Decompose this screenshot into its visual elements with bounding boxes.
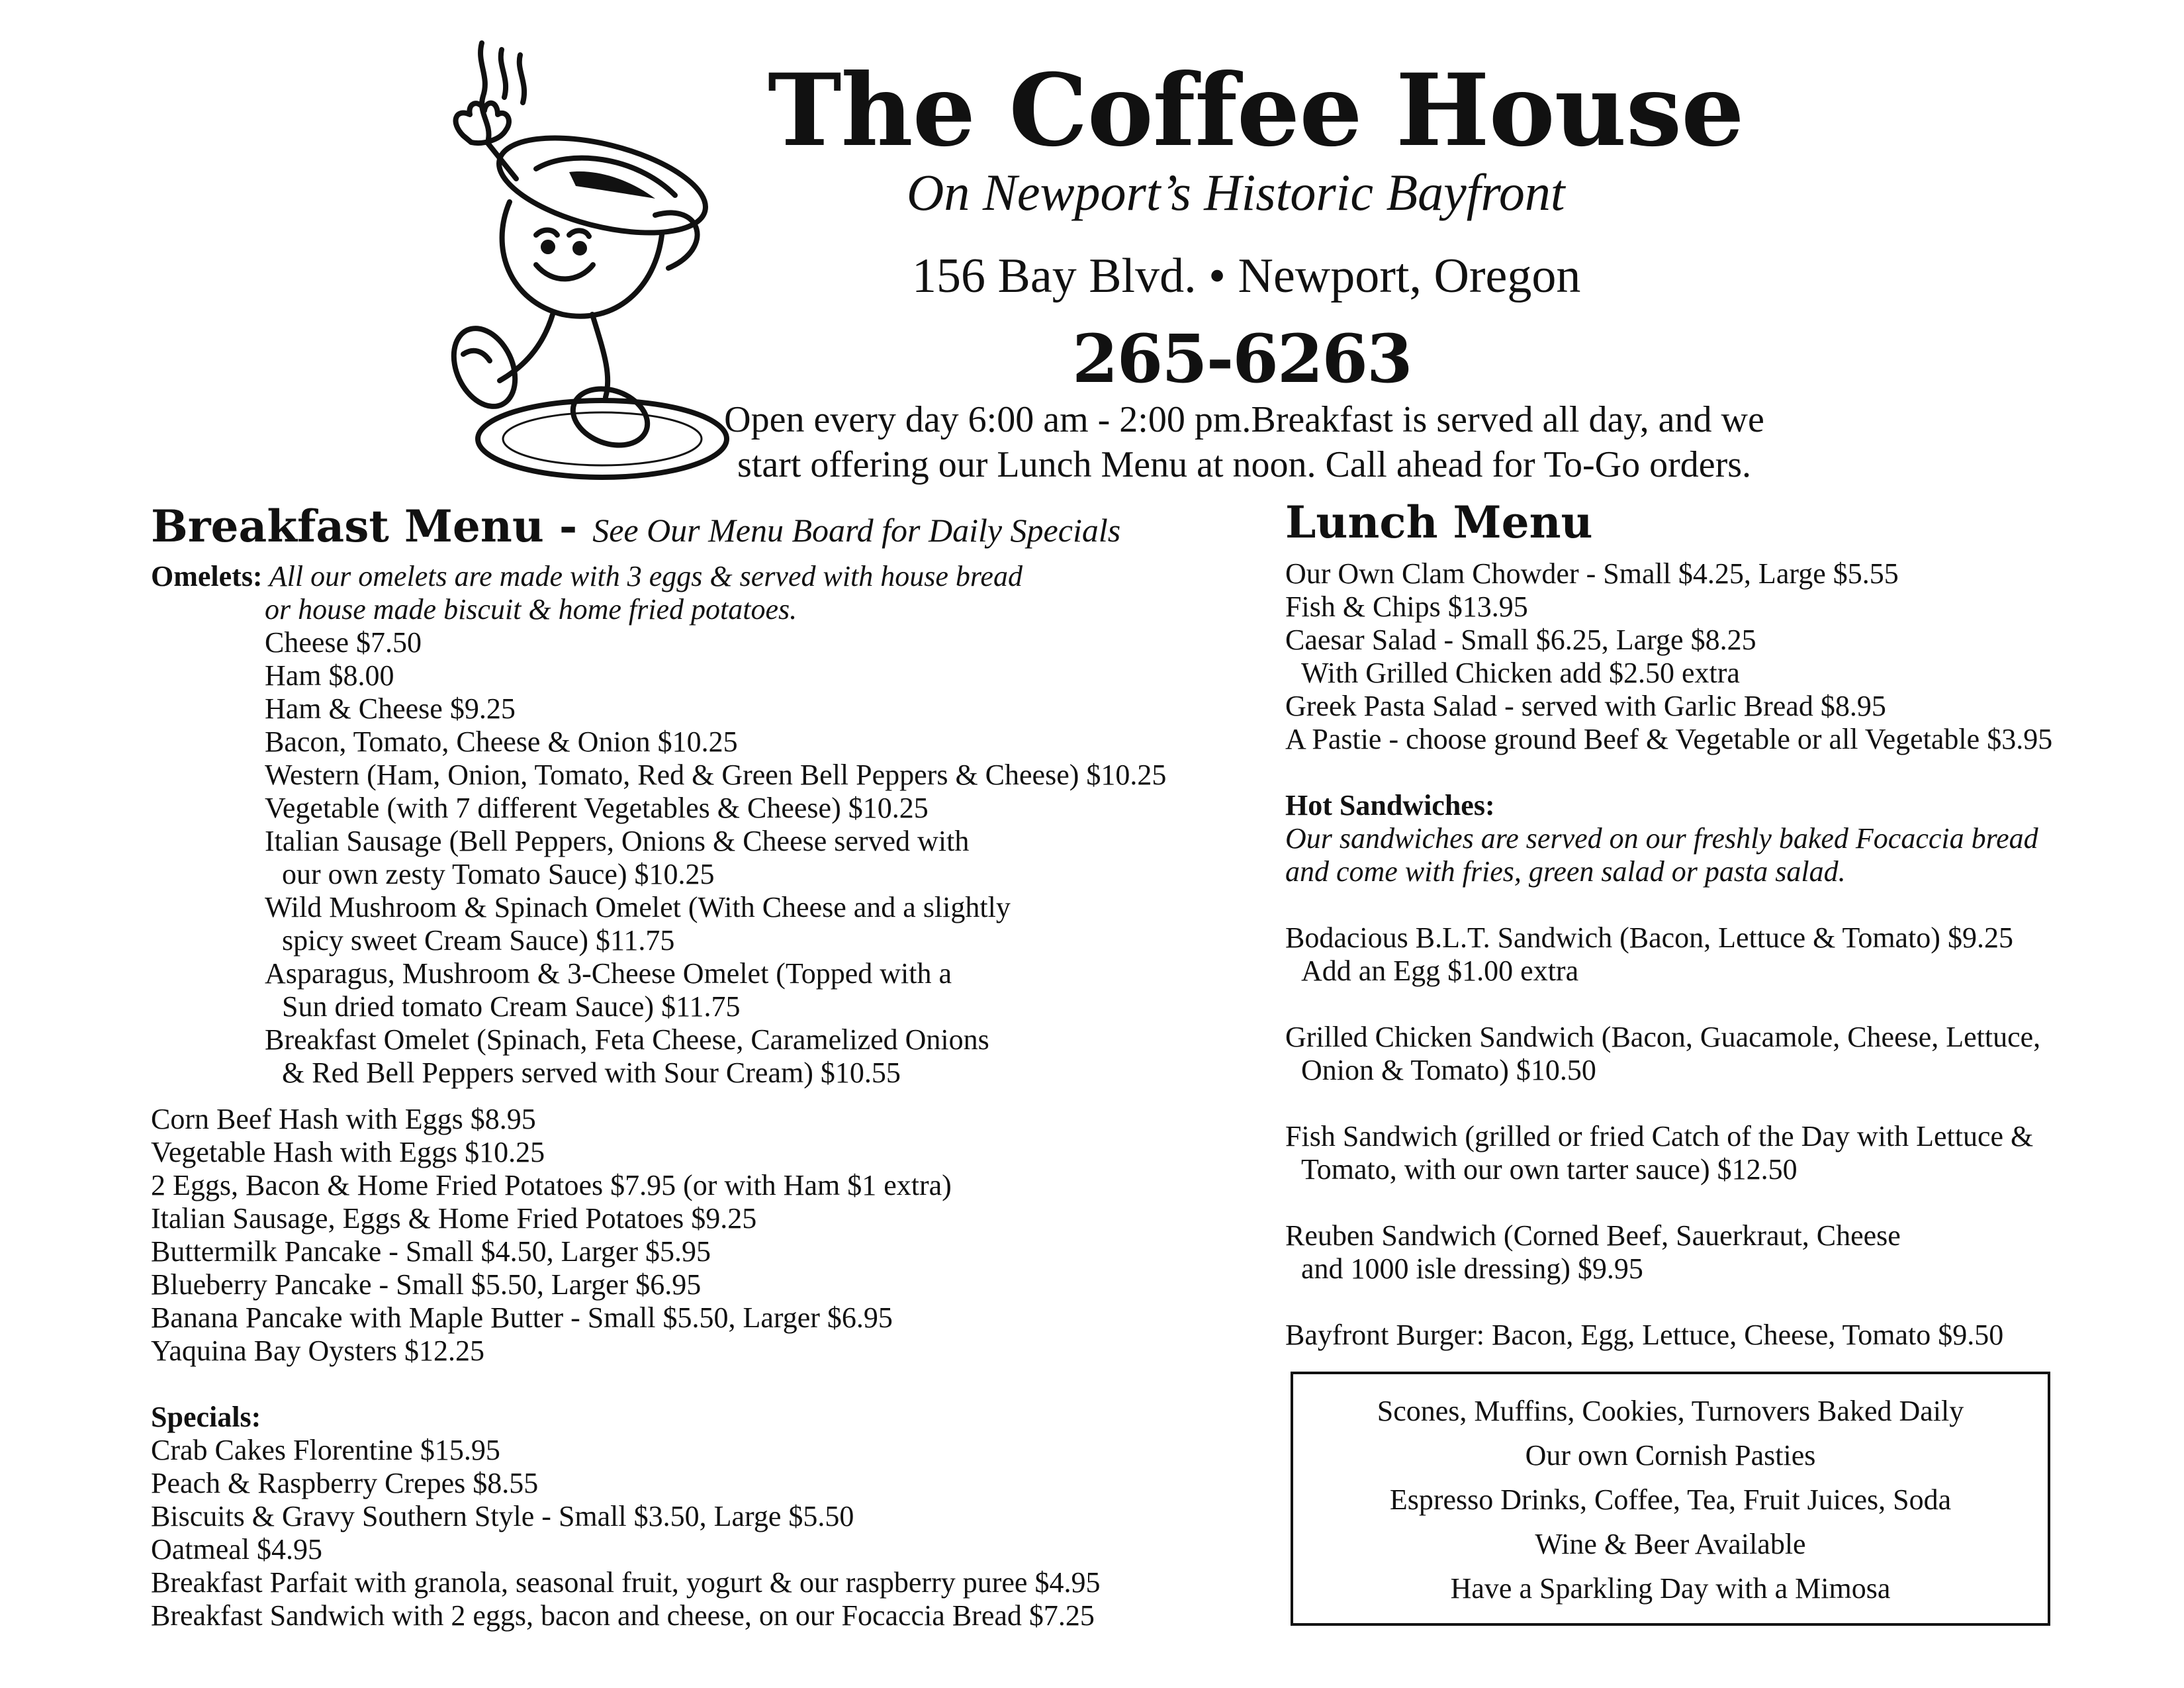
sandwich-item: Tomato, with our own tarter sauce) $12.50 <box>1301 1153 1797 1186</box>
omelets-description: or house made biscuit & home fried potatoes. <box>265 593 797 626</box>
sandwich-item: Bodacious B.L.T. Sandwich (Bacon, Lettuce & Tomato) $9.25 <box>1285 921 2013 954</box>
tagline: On Newport’s Historic Bayfront <box>907 164 1565 221</box>
omelet-item: Vegetable (with 7 different Vegetables & Cheese) $10.25 <box>265 792 929 824</box>
omelet-item: Breakfast Omelet (Spinach, Feta Cheese, Caramelized Onions <box>265 1023 989 1056</box>
breakfast-item: 2 Eggs, Bacon & Home Fried Potatoes $7.95 (or with Ham $1 extra) <box>151 1169 952 1201</box>
special-item: Oatmeal $4.95 <box>151 1533 323 1566</box>
lunch-item: Fish & Chips $13.95 <box>1285 590 1528 623</box>
breakfast-item: Italian Sausage, Eggs & Home Fried Potatoes $9.25 <box>151 1202 757 1235</box>
lunch-item: A Pastie - choose ground Beef & Vegetable or all Vegetable $3.95 <box>1285 723 2053 755</box>
lunch-item: Our Own Clam Chowder - Small $4.25, Large $5.55 <box>1285 557 1899 590</box>
breakfast-item: Buttermilk Pancake - Small $4.50, Larger $5.95 <box>151 1235 711 1268</box>
omelet-item: Italian Sausage (Bell Peppers, Onions & Cheese served with <box>265 825 970 857</box>
omelet-item: Cheese $7.50 <box>265 626 422 659</box>
specials-label: Specials: <box>151 1401 261 1433</box>
breakfast-item: Yaquina Bay Oysters $12.25 <box>151 1335 484 1367</box>
sandwich-item: Grilled Chicken Sandwich (Bacon, Guacamole, Cheese, Lettuce, <box>1285 1021 2041 1053</box>
omelet-item: Bacon, Tomato, Cheese & Onion $10.25 <box>265 726 738 758</box>
phone-number: 265-6263 <box>1072 320 1412 398</box>
breakfast-menu-heading <box>151 500 1121 552</box>
sandwich-item: Fish Sandwich (grilled or fried Catch of the Day with Lettuce & <box>1285 1120 2034 1152</box>
omelet-item: our own zesty Tomato Sauce) $10.25 <box>282 858 715 890</box>
breakfast-item: Corn Beef Hash with Eggs $8.95 <box>151 1103 536 1135</box>
hours-line: Open every day 6:00 am - 2:00 pm.Breakfast is served all day, and we <box>724 399 1764 440</box>
breakfast-item: Blueberry Pancake - Small $5.50, Larger $6.95 <box>151 1268 702 1301</box>
breakfast-item: Vegetable Hash with Eggs $10.25 <box>151 1136 545 1168</box>
sandwich-item: Reuben Sandwich (Corned Beef, Sauerkraut, Cheese <box>1285 1219 1901 1252</box>
special-item: Breakfast Sandwich with 2 eggs, bacon and cheese, on our Focaccia Bread $7.25 <box>151 1599 1095 1632</box>
lunch-menu-heading: Lunch Menu <box>1285 496 1593 548</box>
omelet-item: Ham & Cheese $9.25 <box>265 692 516 725</box>
breakfast-column <box>151 560 1263 1632</box>
omelets-description: All our omelets are made with 3 eggs & served with house bread <box>262 560 1023 592</box>
lunch-item: With Grilled Chicken add $2.50 extra <box>1301 657 1740 689</box>
hot-sandwiches-label: Hot Sandwiches: <box>1285 789 1495 821</box>
box-line: Espresso Drinks, Coffee, Tea, Fruit Juices, Soda <box>1389 1483 1952 1516</box>
box-line: Scones, Muffins, Cookies, Turnovers Baked Daily <box>1377 1395 1964 1427</box>
lunch-column <box>1285 557 2172 1352</box>
hot-sandwiches-description: and come with fries, green salad or pasta salad. <box>1285 855 1846 888</box>
sandwich-item: Bayfront Burger: Bacon, Egg, Lettuce, Cheese, Tomato $9.50 <box>1285 1319 2004 1351</box>
breakfast-item: Banana Pancake with Maple Butter - Small $5.50, Larger $6.95 <box>151 1301 893 1334</box>
special-item: Breakfast Parfait with granola, seasonal fruit, yogurt & our raspberry puree $4.95 <box>151 1566 1101 1599</box>
omelet-item: Wild Mushroom & Spinach Omelet (With Cheese and a slightly <box>265 891 1011 923</box>
address: 156 Bay Blvd. • Newport, Oregon <box>912 249 1581 303</box>
omelet-item: Western (Ham, Onion, Tomato, Red & Green Bell Peppers & Cheese) $10.25 <box>265 759 1167 791</box>
bakery-drinks-box <box>1291 1372 2050 1626</box>
box-line: Have a Sparkling Day with a Mimosa <box>1450 1572 1891 1605</box>
sandwich-item: and 1000 isle dressing) $9.95 <box>1301 1252 1643 1285</box>
omelet-item: Sun dried tomato Cream Sauce) $11.75 <box>282 990 741 1023</box>
special-item: Peach & Raspberry Crepes $8.55 <box>151 1467 539 1499</box>
special-item: Crab Cakes Florentine $15.95 <box>151 1434 500 1466</box>
omelet-item: Ham $8.00 <box>265 659 394 692</box>
special-item: Biscuits & Gravy Southern Style - Small $3.50, Large $5.50 <box>151 1500 854 1532</box>
box-line: Our own Cornish Pasties <box>1525 1439 1816 1472</box>
hours-info <box>662 397 1827 487</box>
omelets-label: Omelets: <box>151 560 263 592</box>
page-title: The Coffee House <box>768 52 1744 169</box>
sandwich-item: Onion & Tomato) $10.50 <box>1301 1054 1596 1086</box>
breakfast-subtitle: See Our Menu Board for Daily Specials <box>592 512 1121 549</box>
lunch-item: Caesar Salad - Small $6.25, Large $8.25 <box>1285 624 1756 656</box>
omelet-item: spicy sweet Cream Sauce) $11.75 <box>282 924 675 957</box>
omelet-item: Asparagus, Mushroom & 3-Cheese Omelet (Topped with a <box>265 957 952 990</box>
hot-sandwiches-description: Our sandwiches are served on our freshly baked Focaccia bread <box>1285 822 2038 855</box>
lunch-item: Greek Pasta Salad - served with Garlic Bread $8.95 <box>1285 690 1886 722</box>
omelet-item: & Red Bell Peppers served with Sour Cream) $10.55 <box>282 1056 901 1089</box>
box-line: Wine & Beer Available <box>1535 1528 1806 1560</box>
sandwich-item: Add an Egg $1.00 extra <box>1301 955 1579 987</box>
breakfast-title: Breakfast Menu - <box>151 500 593 552</box>
hours-line: start offering our Lunch Menu at noon. Call ahead for To-Go orders. <box>737 444 1752 485</box>
